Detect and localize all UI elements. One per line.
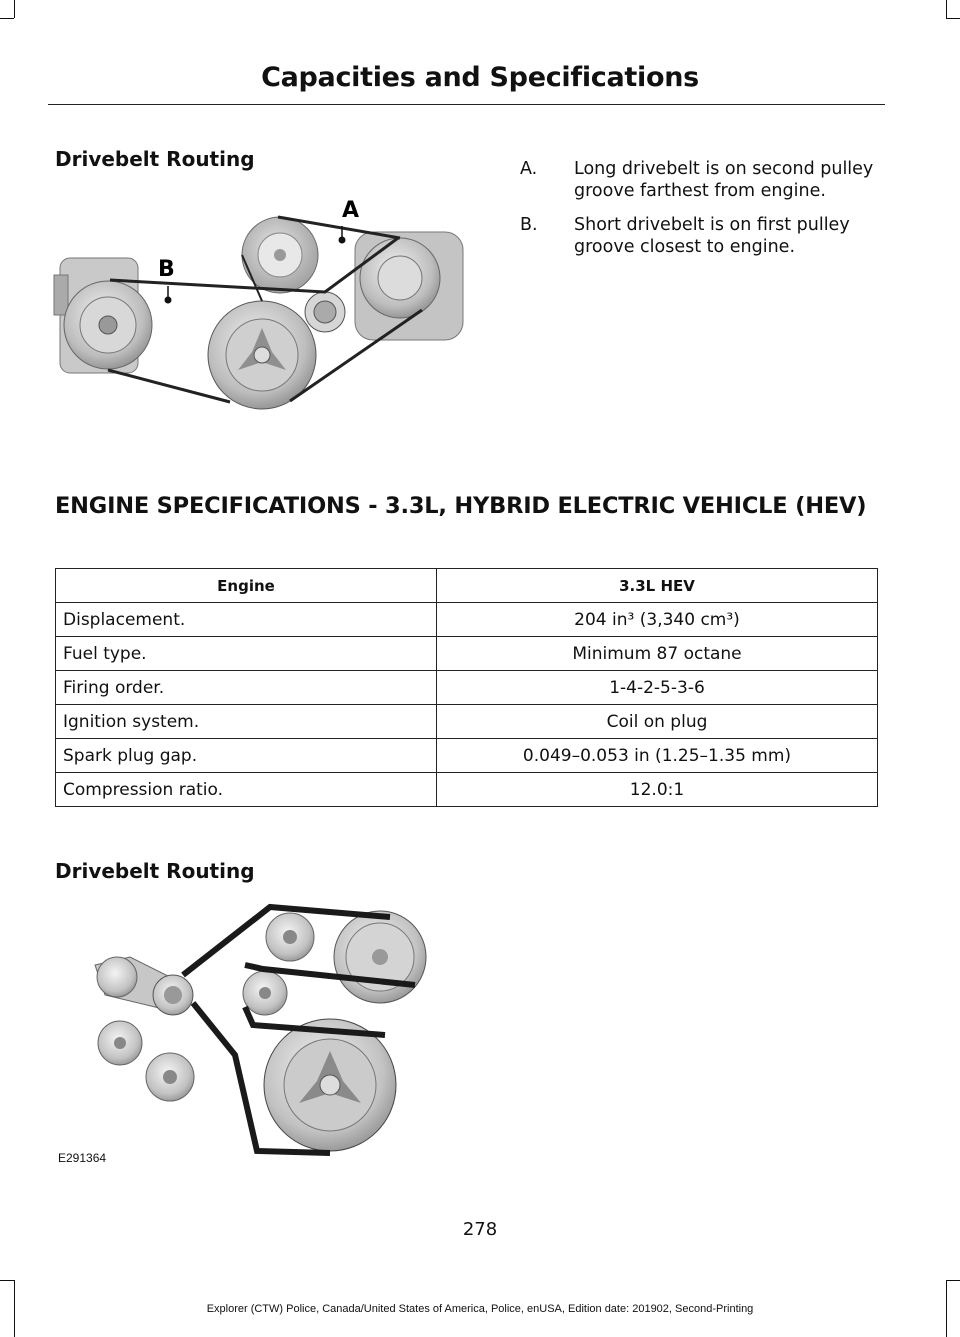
crop-mark [14, 0, 15, 18]
spec-heading: ENGINE SPECIFICATIONS - 3.3L, HYBRID ELECTRIC VEHICLE (HEV) [55, 493, 867, 519]
crop-mark [946, 1280, 960, 1281]
page-number: 278 [462, 1219, 498, 1240]
crop-mark [0, 1280, 14, 1281]
spec-label: Displacement. [56, 603, 437, 637]
spec-value: Minimum 87 octane [437, 637, 878, 671]
legend-key: B. [520, 215, 538, 235]
table-row [56, 739, 878, 773]
legend-text: Long drivebelt is on second pulley groove farthest from engine. [574, 159, 874, 201]
legend-item-a [520, 158, 880, 202]
spec-label: Ignition system. [56, 705, 437, 739]
figure-code: E291364 [58, 1151, 107, 1165]
table-row [56, 671, 878, 705]
footer-text: Explorer (CTW) Police, Canada/United States of America, Police, enUSA, Edition date: 201902, Second-Printing [206, 1303, 754, 1315]
table-row [56, 637, 878, 671]
column-header: Engine [56, 569, 437, 603]
legend-key: A. [520, 159, 538, 179]
spec-label: Fuel type. [56, 637, 437, 671]
crop-mark [0, 18, 14, 19]
callout-b: B [158, 257, 175, 282]
spec-value: 12.0:1 [437, 773, 878, 807]
spec-value: Coil on plug [437, 705, 878, 739]
callout-a: A [342, 198, 360, 223]
figure-legend [520, 158, 880, 270]
table-row [56, 603, 878, 637]
spec-label: Spark plug gap. [56, 739, 437, 773]
table-row [56, 705, 878, 739]
drivebelt-diagram-1 [50, 180, 470, 420]
spec-value: 1-4-2-5-3-6 [437, 671, 878, 705]
spec-label: Compression ratio. [56, 773, 437, 807]
spec-value: 204 in³ (3,340 cm³) [437, 603, 878, 637]
section-heading: Drivebelt Routing [55, 147, 255, 171]
table-header-row [56, 569, 878, 603]
section-heading: Drivebelt Routing [55, 859, 255, 883]
spec-value: 0.049–0.053 in (1.25–1.35 mm) [437, 739, 878, 773]
spec-label: Firing order. [56, 671, 437, 705]
legend-text: Short drivebelt is on first pulley groove closest to engine. [574, 215, 850, 257]
engine-spec-table [55, 568, 878, 807]
legend-item-b [520, 214, 880, 258]
crop-mark [946, 18, 960, 19]
drivebelt-diagram-2 [85, 895, 435, 1167]
table-row [56, 773, 878, 807]
page-title: Capacities and Specifications [261, 62, 699, 93]
header-divider [48, 104, 885, 105]
column-header: 3.3L HEV [437, 569, 878, 603]
crop-mark [946, 0, 947, 18]
